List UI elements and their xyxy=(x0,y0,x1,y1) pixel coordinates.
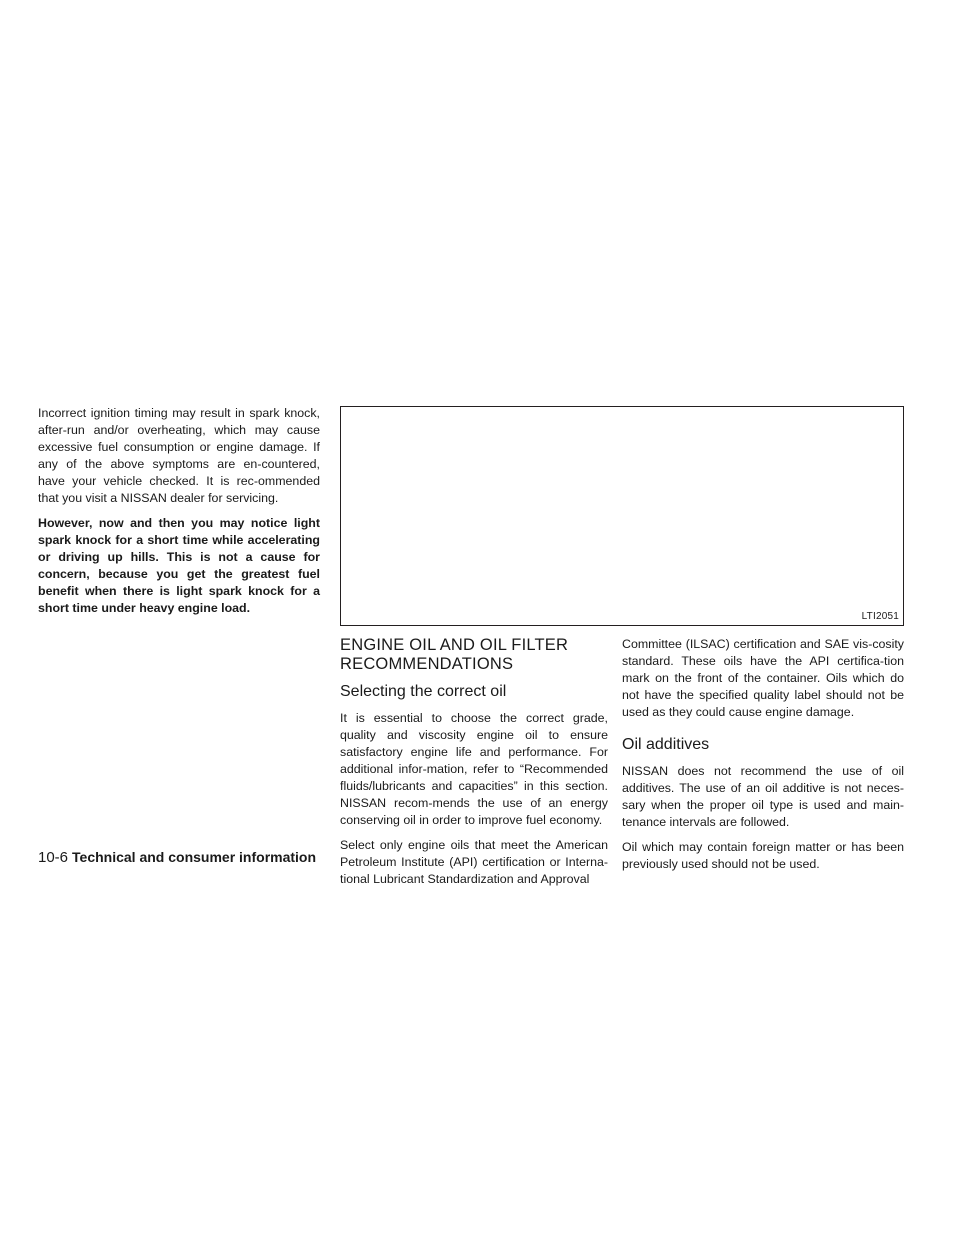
oil-grade-paragraph: It is essential to choose the correct grade, quality and viscosity engine oil to ensure satisfactory engine life and performance. For additional infor-mation, refer to “Recommended fluids/lubricants and capacities” in this section. NISSAN recom-mends the use of an energy conserving oil in order to improve fuel economy. xyxy=(340,711,608,827)
foreign-matter-paragraph: Oil which may contain foreign matter or has been previously used should not be used. xyxy=(622,840,904,871)
ignition-timing-paragraph: Incorrect ignition timing may result in spark knock, after-run and/or overheating, which may cause excessive fuel consumption or engine damage. If any of the above symptoms are en-countered, have your vehicle checked. It is rec-ommended that you visit a NISSAN dealer for servicing. xyxy=(38,406,320,505)
page-number: 10-6 xyxy=(38,849,69,866)
page-footer xyxy=(38,849,316,869)
right-column xyxy=(622,636,904,881)
spark-knock-note: However, now and then you may notice light spark knock for a short time while accelerating or driving up hills. This is not a cause for concern, because you get the greatest fuel benefit when there is light spark knock for a short time under heavy engine load. xyxy=(38,516,320,615)
left-column xyxy=(38,405,320,625)
subsection-heading-oil-additives: Oil additives xyxy=(622,736,710,753)
chapter-title: Technical and consumer information xyxy=(72,849,317,865)
api-certification-paragraph: Select only engine oils that meet the American Petroleum Institute (API) certification or Interna-tional Lubricant Standardization and Approval xyxy=(340,838,608,886)
subsection-heading-selecting-oil: Selecting the correct oil xyxy=(340,683,507,700)
figure-illustration xyxy=(340,406,904,626)
oil-additives-paragraph: NISSAN does not recommend the use of oil additives. The use of an oil additive is not neces-sary when the proper oil type is used and main-tenance intervals are followed. xyxy=(622,764,904,829)
section-title: ENGINE OIL AND OIL FILTER RECOMMENDATIONS xyxy=(340,636,569,673)
figure-label: LTI2051 xyxy=(861,611,899,622)
api-certification-paragraph-continued: Committee (ILSAC) certification and SAE vis-cosity standard. These oils have the API certifica-tion mark on the front of the container. Oils which do not have the specified quality label should not be used as they could cause engine damage. xyxy=(622,637,904,719)
middle-column xyxy=(340,636,608,896)
